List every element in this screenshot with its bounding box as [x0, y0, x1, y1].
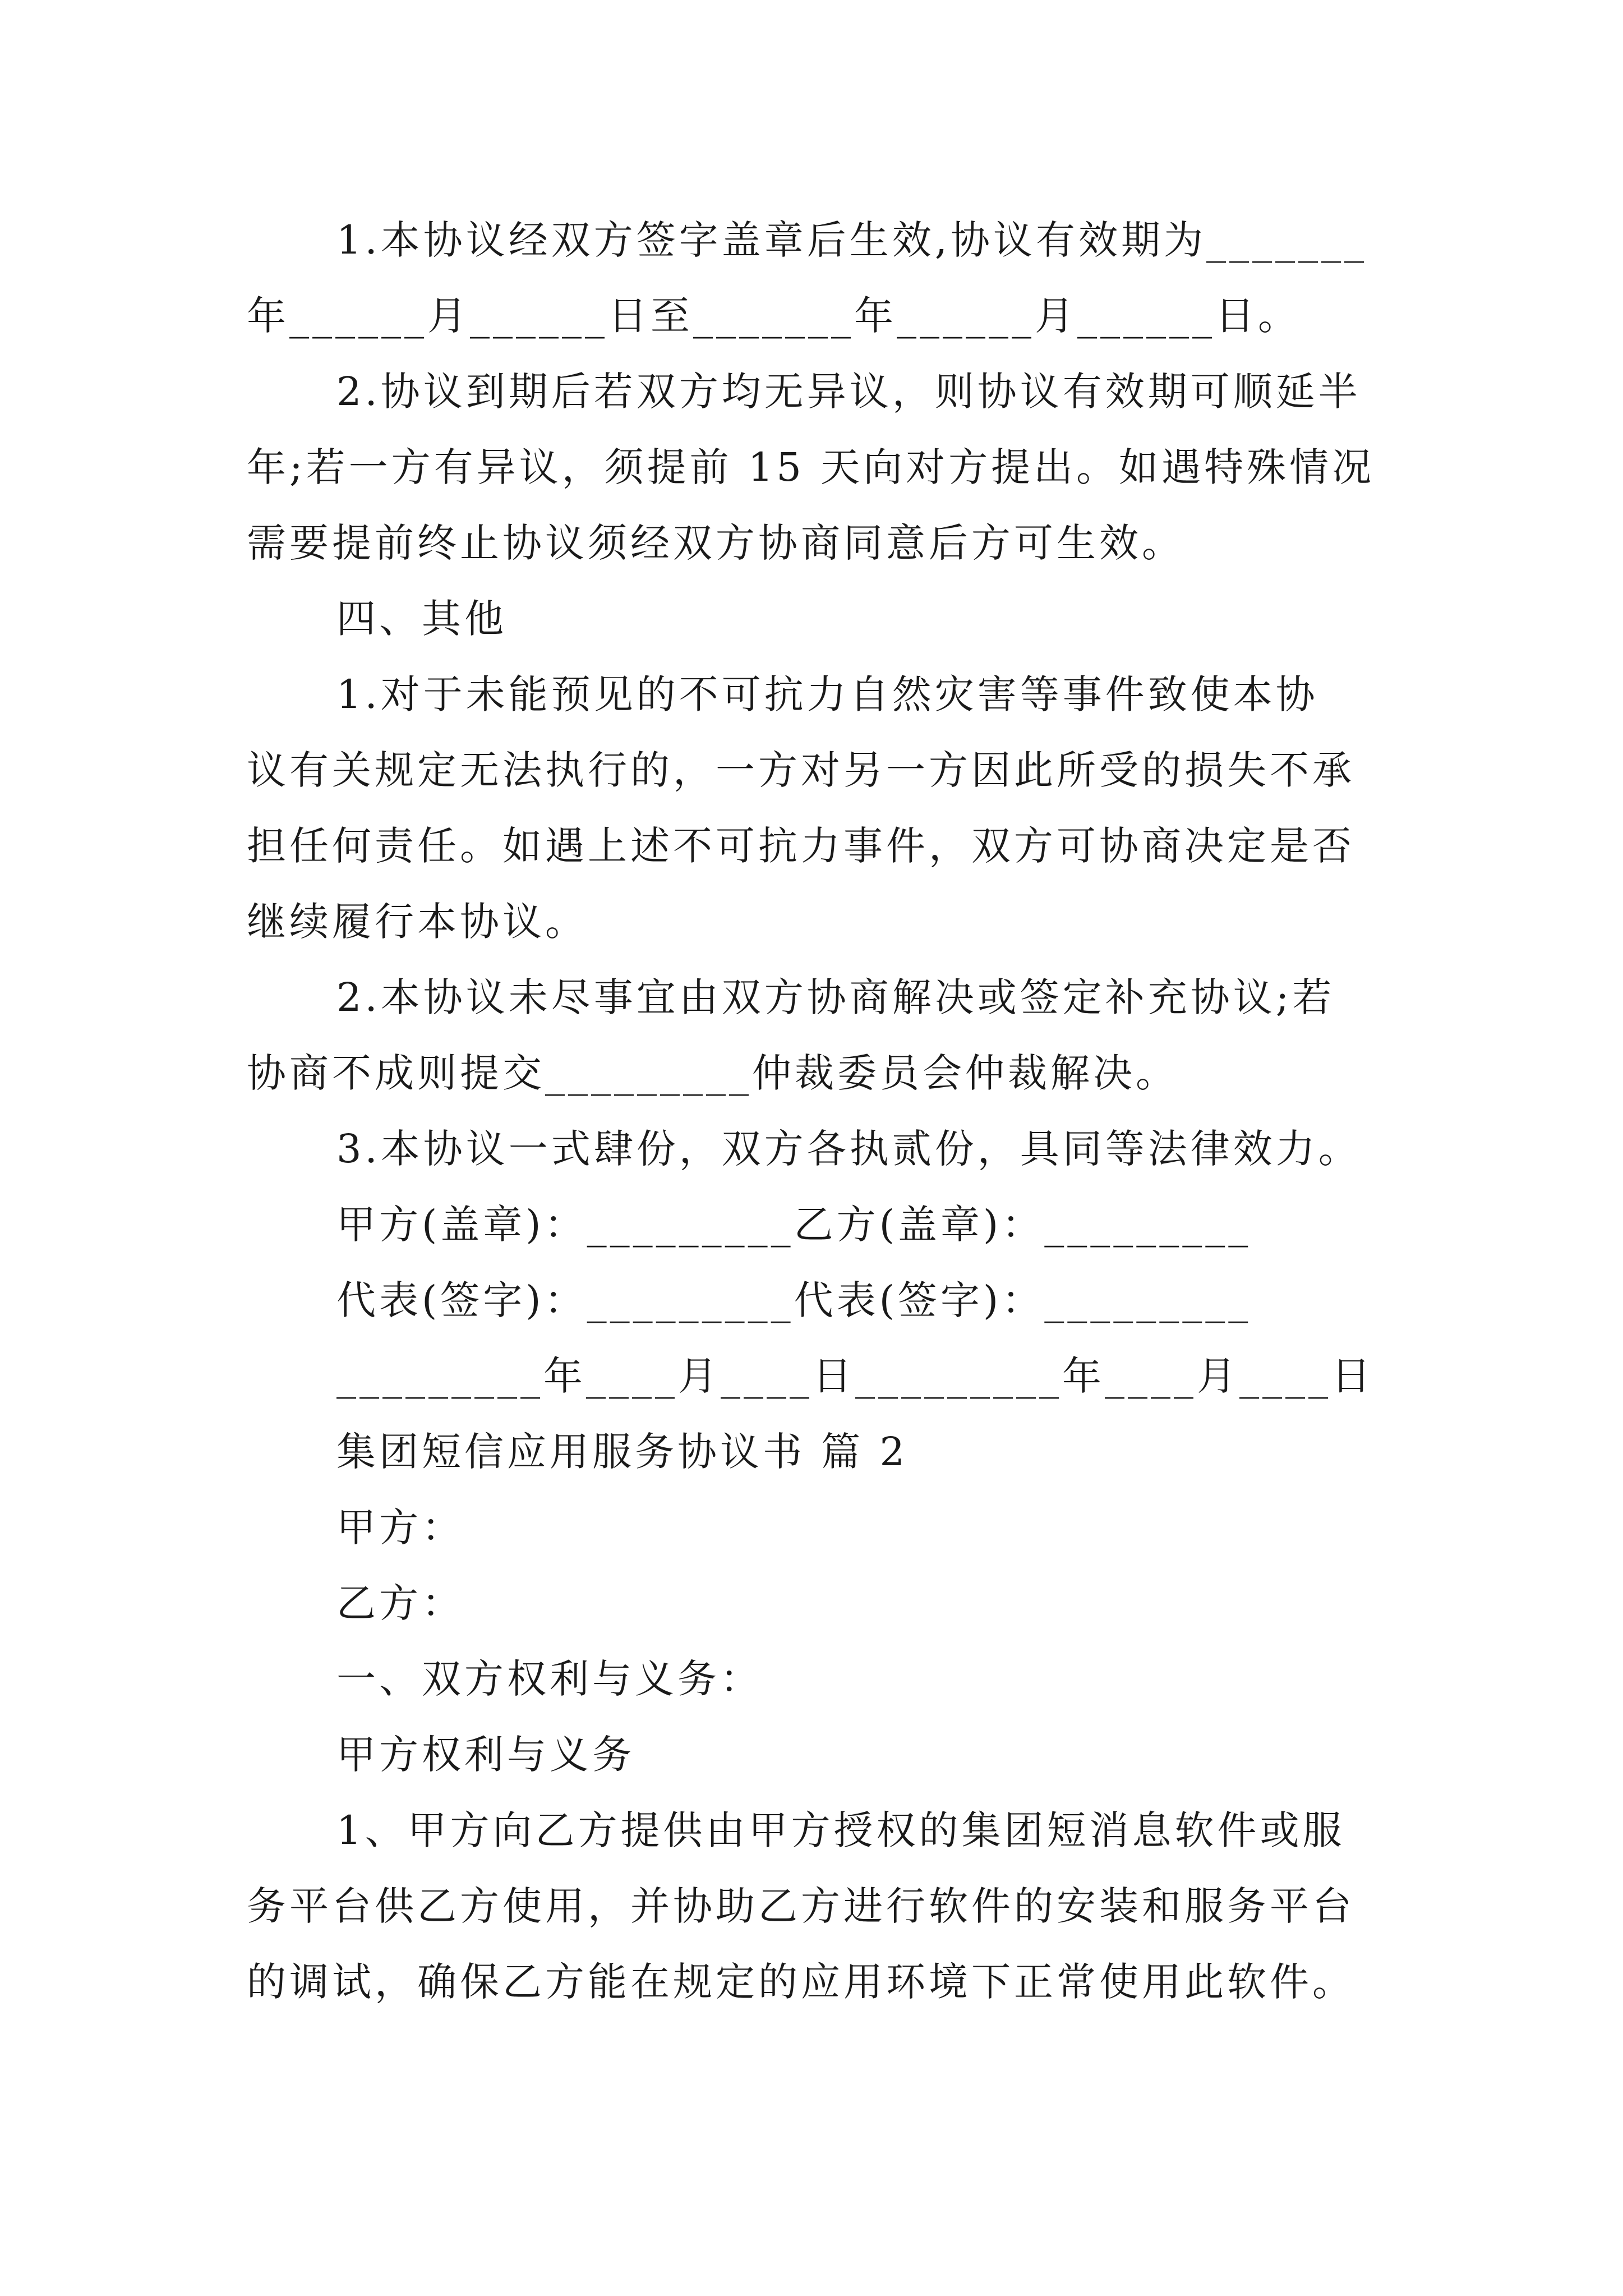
text-line: 需要提前终止协议须经双方协商同意后方可生效。: [247, 520, 1184, 566]
subsection-heading: 甲方权利与义务: [336, 1732, 635, 1778]
signature-line: 甲方(盖章)：_________乙方(盖章)：_________: [336, 1202, 1252, 1248]
text-line: 继续履行本协议。: [247, 899, 588, 945]
signature-line: 代表(签字)：_________代表(签字)：_________: [336, 1277, 1252, 1323]
text-line: 担任何责任。如遇上述不可抗力事件，双方可协商决定是否: [247, 823, 1355, 869]
document-title: 集团短信应用服务协议书 篇 2: [336, 1429, 909, 1475]
text-line: 年;若一方有异议，须提前 15 天向对方提出。如遇特殊情况: [247, 444, 1375, 490]
text-line: 务平台供乙方使用，并协助乙方进行软件的安装和服务平台: [247, 1883, 1355, 1929]
text-line: 协商不成则提交_________仲裁委员会仲裁解决。: [247, 1050, 1178, 1096]
text-line: 的调试，确保乙方能在规定的应用环境下正常使用此软件。: [247, 1959, 1355, 2005]
text-line: 1.对于未能预见的不可抗力自然灾害等事件致使本协: [336, 671, 1318, 717]
section-heading: 一、双方权利与义务：: [336, 1656, 763, 1702]
text-line: 2.协议到期后若双方均无异议，则协议有效期可顺延半: [336, 369, 1361, 415]
date-line: _________年____月____日_________年____月____日: [336, 1353, 1374, 1399]
text-line: 议有关规定无法执行的，一方对另一方因此所受的损失不承: [247, 747, 1355, 793]
party-a-label: 甲方：: [336, 1504, 464, 1550]
text-line: 1.本协议经双方签字盖章后生效,协议有效期为_______: [336, 217, 1368, 263]
text-line: 2.本协议未尽事宜由双方协商解决或签定补充协议;若: [336, 974, 1335, 1020]
section-heading: 四、其他: [336, 596, 507, 642]
party-b-label: 乙方：: [336, 1580, 464, 1626]
text-line: 年______月______日至_______年______月______日。: [247, 293, 1301, 339]
text-line: 1、甲方向乙方提供由甲方授权的集团短消息软件或服: [336, 1807, 1345, 1853]
text-line: 3.本协议一式肆份，双方各执贰份，具同等法律效力。: [336, 1126, 1361, 1172]
